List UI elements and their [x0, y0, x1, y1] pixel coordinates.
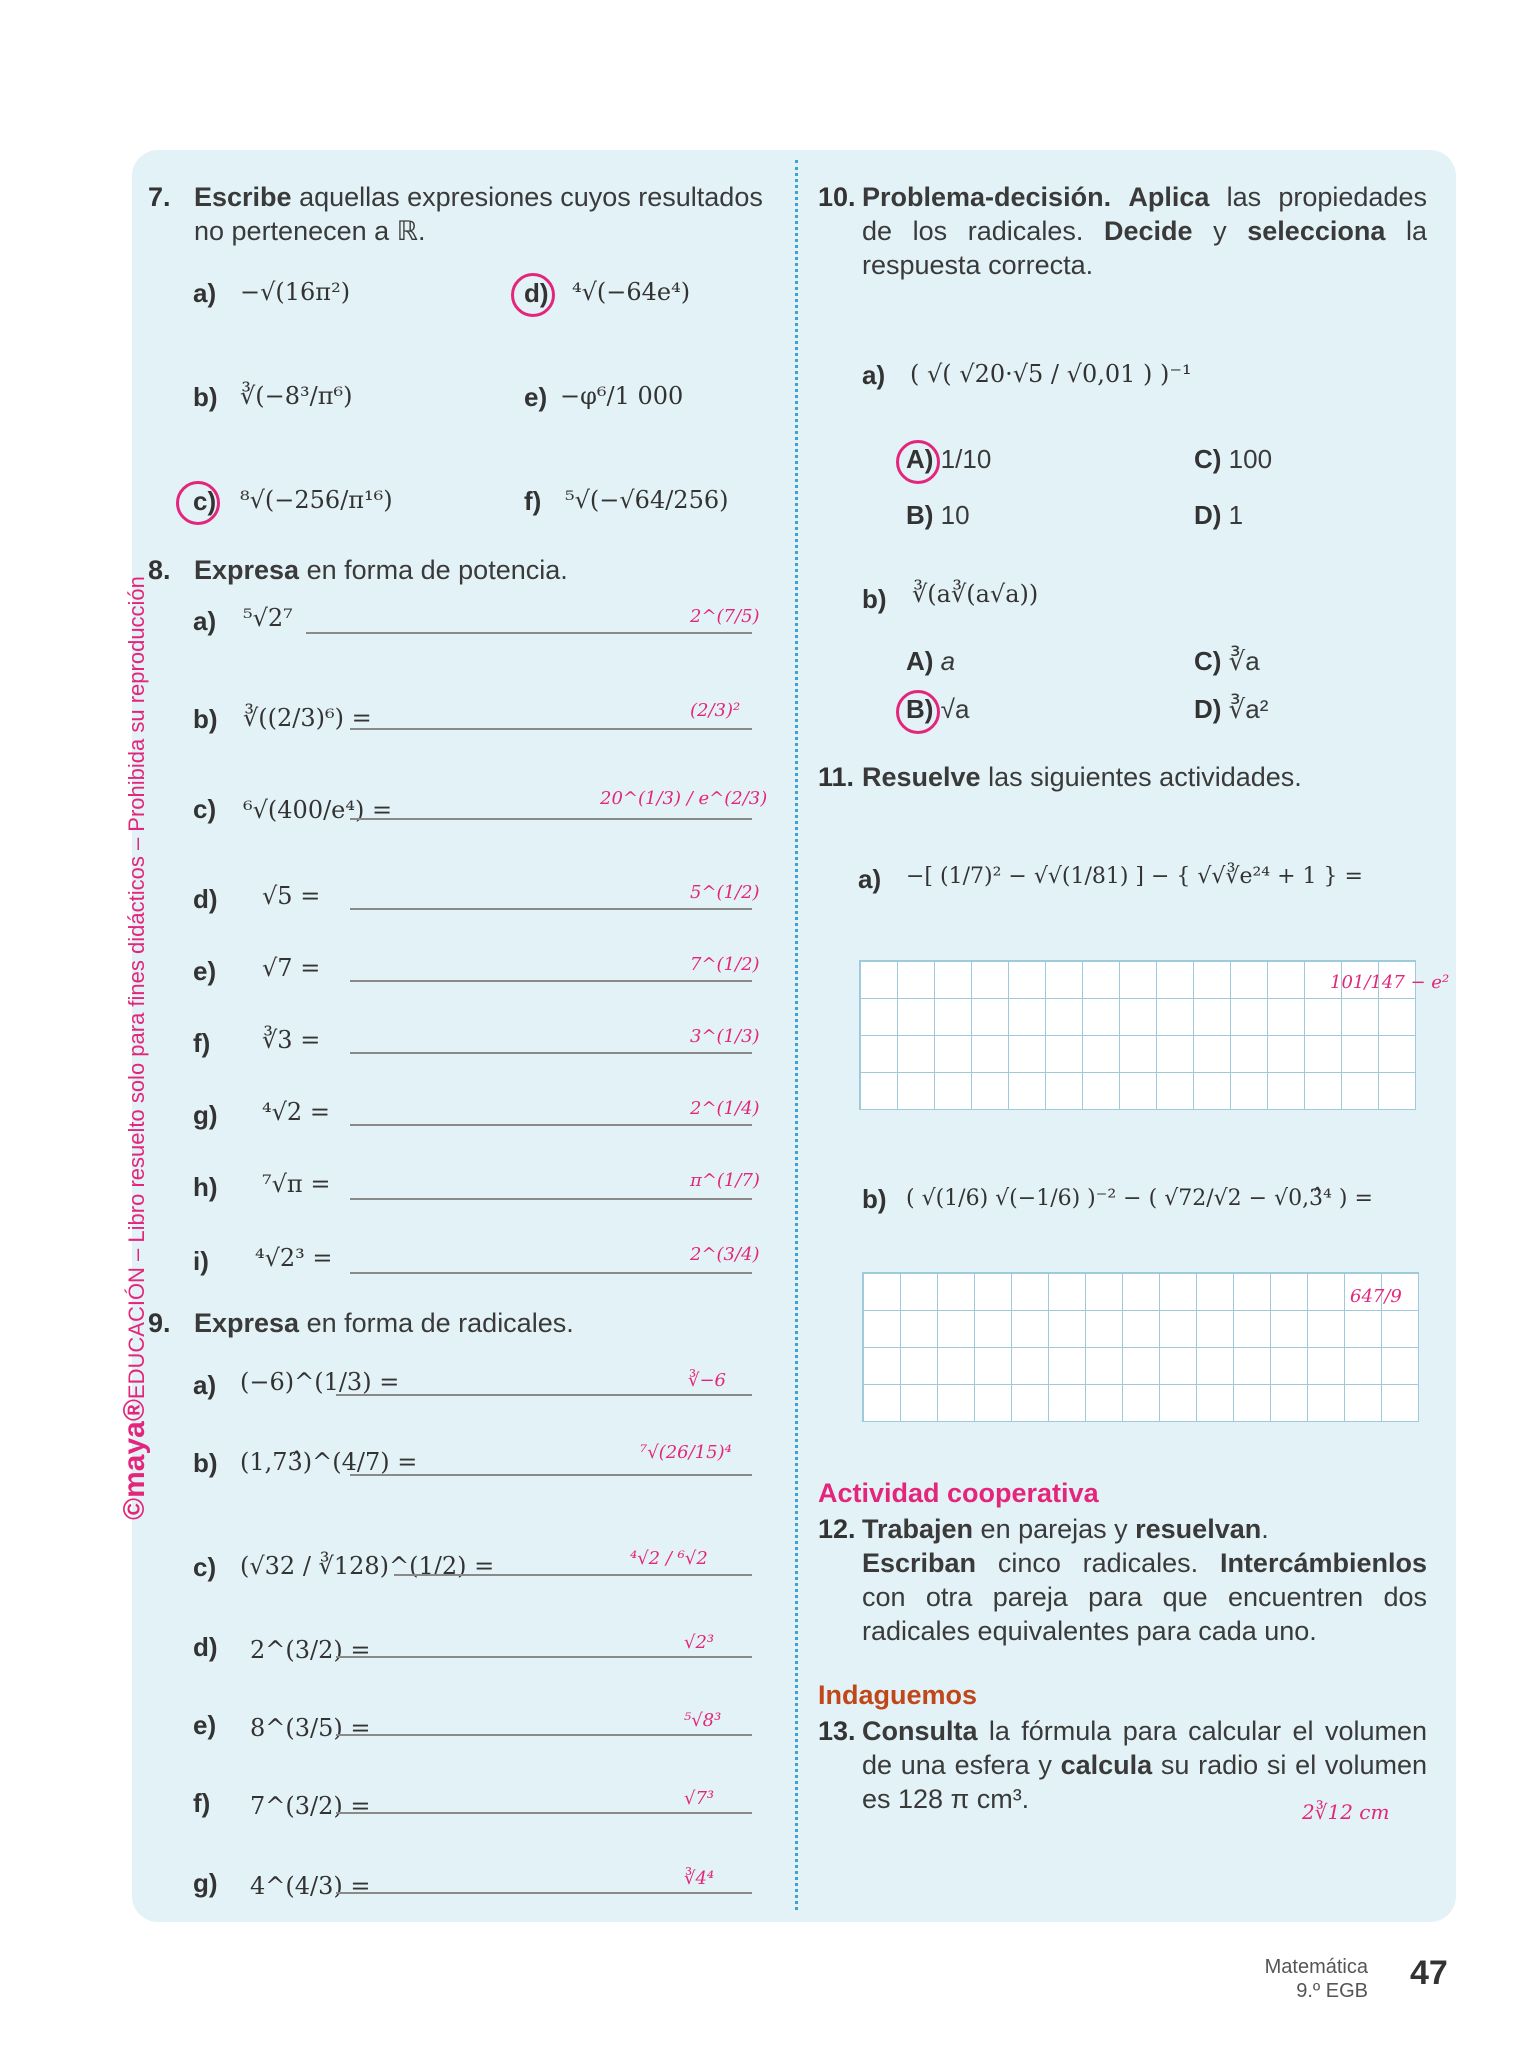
q9-a-expr: (−6)^(1/3) =	[240, 1368, 400, 1396]
q12-bold-3: Escriban	[862, 1548, 977, 1578]
q10-a-expr: ( √( √20·√5 / √0,01 ) )⁻¹	[910, 360, 1192, 388]
q9-b-label: b)	[193, 1448, 218, 1478]
q13-number: 13.	[818, 1716, 856, 1746]
q9-g-expr: 4^(4/3) =	[250, 1872, 371, 1900]
q8-f-answer: 3^(1/3)	[690, 1026, 760, 1047]
q8-i-answer: 2^(3/4)	[690, 1244, 760, 1265]
q8-prompt	[194, 553, 568, 587]
q9-b-answer: ⁷√(26/15)⁴	[640, 1442, 732, 1463]
q7-c-label: c)	[193, 486, 217, 516]
q7-d-label: d)	[524, 278, 549, 308]
q9-g-label: g)	[193, 1868, 218, 1898]
q8-b-expr: ∛((2/3)⁶) =	[243, 704, 372, 732]
q8-i-label: i)	[193, 1246, 209, 1276]
q8-g-answer: 2^(1/4)	[690, 1098, 760, 1119]
copyright-sidebar	[118, 576, 152, 1520]
q10-a-option-D: D) 1	[1194, 500, 1244, 530]
q9-f-label: f)	[193, 1788, 211, 1818]
q9-c-expr: (√32 / ∛128)^(1/2) =	[240, 1552, 495, 1580]
q8-b-label: b)	[193, 704, 218, 734]
q10-b-option-B: B) √a	[906, 694, 970, 724]
q10-b-expr: ∛(a∛(a√a))	[912, 580, 1039, 608]
q8-i-expr: ⁴√2³ =	[255, 1244, 333, 1272]
q12-prompt	[862, 1512, 1427, 1648]
coop-heading: Actividad cooperativa	[818, 1478, 1099, 1508]
q13-bold-2: calcula	[1060, 1750, 1153, 1780]
q9-e-expr: 8^(3/5) =	[250, 1714, 371, 1742]
q11-a-answer: 101/147 − e²	[1330, 972, 1450, 993]
q11-b-label: b)	[862, 1184, 887, 1214]
column-divider	[795, 160, 798, 1910]
q9-a-answer: ∛−6	[688, 1370, 727, 1391]
q7-f-expr: ⁵√(−√64/256)	[565, 486, 729, 514]
q7-a-label: a)	[193, 278, 217, 308]
q8-e-line	[350, 980, 752, 982]
q8-h-line	[350, 1198, 752, 1200]
indag-heading: Indaguemos	[818, 1680, 978, 1710]
q9-e-answer: ⁵√8³	[684, 1710, 722, 1731]
q8-h-label: h)	[193, 1172, 218, 1202]
q8-a-expr: ⁵√2⁷	[243, 604, 293, 632]
q8-e-answer: 7^(1/2)	[690, 954, 760, 975]
q9-f-expr: 7^(3/2) =	[250, 1792, 371, 1820]
q8-number: 8.	[148, 555, 171, 585]
q7-number: 7.	[148, 182, 171, 212]
q8-d-expr: √5 =	[262, 882, 321, 910]
q10-a-option-A: A) 1/10	[906, 444, 992, 474]
q10-bold-2: Aplica	[1128, 182, 1210, 212]
q8-f-line	[350, 1052, 752, 1054]
q10-number: 10.	[818, 182, 856, 212]
q8-c-expr: ⁶√(400/e⁴) =	[243, 796, 393, 824]
q10-text-2: y	[1192, 216, 1248, 246]
q13-answer: 2∛12 cm	[1302, 1800, 1390, 1824]
q13-text-1: la fórmula para calcular el volumen de una esfera y	[862, 1716, 1427, 1780]
q9-b-line	[350, 1474, 752, 1476]
q8-e-expr: √7 =	[262, 954, 321, 982]
q8-g-expr: ⁴√2 =	[262, 1098, 330, 1126]
q8-i-line	[350, 1272, 752, 1274]
q9-e-label: e)	[193, 1710, 217, 1740]
q8-a-label: a)	[193, 606, 217, 636]
q9-d-label: d)	[193, 1632, 218, 1662]
q11-prompt	[862, 760, 1302, 794]
q13-text-2: su radio si el volumen es 128 π cm³.	[862, 1750, 1427, 1814]
q9-c-label: c)	[193, 1552, 217, 1582]
q9-a-line	[336, 1394, 752, 1396]
q7-c-expr: ⁸√(−256/π¹⁶)	[240, 486, 393, 514]
q10-prompt	[862, 180, 1427, 282]
q8-c-answer: 20^(1/3) / e^(2/3)	[600, 788, 768, 809]
q9-g-line	[336, 1892, 752, 1894]
q8-d-line	[350, 908, 752, 910]
q12-bold-4: Intercámbienlos	[1219, 1548, 1427, 1578]
q10-bold-4: selecciona	[1247, 216, 1386, 246]
q12-text-3: cinco radicales.	[976, 1548, 1220, 1578]
q10-a-label: a)	[862, 360, 886, 390]
q7-e-expr: −φ⁶/1 000	[560, 382, 684, 410]
q13-bold-1: Consulta	[862, 1716, 978, 1746]
q9-verb: Expresa	[194, 1308, 300, 1338]
q9-f-line	[336, 1812, 752, 1814]
q8-d-label: d)	[193, 884, 218, 914]
footer-subject: Matemática	[1264, 1956, 1368, 1978]
q9-c-answer: ⁴√2 / ⁶√2	[630, 1548, 708, 1569]
q7-d-expr: ⁴√(−64e⁴)	[572, 278, 691, 306]
q7-e-label: e)	[524, 382, 548, 412]
q8-text: en forma de potencia.	[299, 555, 568, 585]
q7-prompt	[194, 180, 764, 248]
q11-verb: Resuelve	[862, 762, 981, 792]
q8-verb: Expresa	[194, 555, 300, 585]
q12-text-2: .	[1261, 1514, 1269, 1544]
q8-b-answer: (2/3)²	[690, 700, 741, 721]
q11-b-grid	[862, 1272, 1419, 1422]
q8-f-expr: ∛3 =	[262, 1026, 321, 1054]
q10-text-1: las propiedades de los radicales.	[862, 182, 1427, 246]
q12-number: 12.	[818, 1514, 856, 1544]
q10-a-option-C: C) 100	[1194, 444, 1273, 474]
q10-b-label: b)	[862, 584, 887, 614]
q11-text: las siguientes actividades.	[980, 762, 1302, 792]
q11-b-expr: ( √(1/6) √(−1/6) )⁻² − ( √72/√2 − √0,3̂⁴ ) =	[906, 1186, 1373, 1211]
q12-bold-2: resuelvan	[1135, 1514, 1262, 1544]
q8-a-line	[306, 632, 752, 634]
q9-e-line	[336, 1734, 752, 1736]
q10-a-option-B: B) 10	[906, 500, 970, 530]
q8-g-line	[350, 1124, 752, 1126]
q11-a-label: a)	[858, 864, 882, 894]
q10-b-option-A: A) a	[906, 646, 956, 676]
copyright-text: EDUCACIÓN – Libro resuelto solo para fines didácticos – Prohibida su reproducción	[124, 576, 149, 1400]
q8-h-expr: ⁷√π =	[262, 1170, 331, 1198]
q12-text-4: con otra pareja para que encuentren dos radicales equivalentes para cada uno.	[862, 1582, 1427, 1646]
q12-text-1: en parejas y	[973, 1514, 1136, 1544]
q9-c-line	[394, 1574, 752, 1576]
q8-f-label: f)	[193, 1028, 211, 1058]
q8-c-label: c)	[193, 794, 217, 824]
q11-b-answer: 647/9	[1350, 1286, 1402, 1307]
q7-verb: Escribe	[194, 182, 292, 212]
q10-b-option-C: C) ∛a	[1194, 646, 1260, 676]
q8-a-answer: 2^(7/5)	[690, 606, 760, 627]
q8-g-label: g)	[193, 1100, 218, 1130]
q9-a-label: a)	[193, 1370, 217, 1400]
q12-bold-1: Trabajen	[862, 1514, 974, 1544]
q10-bold-3: Decide	[1103, 216, 1193, 246]
q11-number: 11.	[818, 762, 855, 792]
footer-grade: 9.º EGB	[1296, 1980, 1368, 2002]
q9-d-expr: 2^(3/2) =	[250, 1636, 371, 1664]
q10-bold-1: Problema-decisión.	[862, 182, 1112, 212]
q8-b-line	[350, 728, 752, 730]
q9-f-answer: √7³	[684, 1788, 715, 1809]
q9-d-line	[336, 1656, 752, 1658]
q9-number: 9.	[148, 1308, 171, 1338]
q10-b-option-D: D) ∛a²	[1194, 694, 1269, 724]
q11-a-expr: −[ (1/7)² − √√(1/81) ] − { √√∛e²⁴ + 1 } =	[906, 864, 1363, 889]
q8-d-answer: 5^(1/2)	[690, 882, 760, 903]
q9-d-answer: √2³	[684, 1632, 715, 1653]
q8-h-answer: π^(1/7)	[690, 1170, 760, 1191]
q9-b-expr: (1,73̂)^(4/7) =	[240, 1448, 418, 1476]
q8-e-label: e)	[193, 956, 217, 986]
q7-b-expr: ∛(−8³/π⁶)	[240, 382, 353, 410]
q10-text-3: la respuesta correcta.	[862, 216, 1427, 280]
q9-g-answer: ∛4⁴	[684, 1868, 715, 1889]
q9-prompt	[194, 1306, 574, 1340]
q7-a-expr: −√(16π²)	[240, 278, 351, 306]
q7-b-label: b)	[193, 382, 218, 412]
q8-c-line	[350, 818, 752, 820]
q7-f-label: f)	[524, 486, 542, 516]
q7-text: aquellas expresiones cuyos resultados no pertenecen a ℝ.	[194, 182, 763, 246]
publisher-logo: ©maya®	[118, 1399, 151, 1520]
page-number: 47	[1410, 1954, 1448, 1992]
q9-text: en forma de radicales.	[299, 1308, 574, 1338]
